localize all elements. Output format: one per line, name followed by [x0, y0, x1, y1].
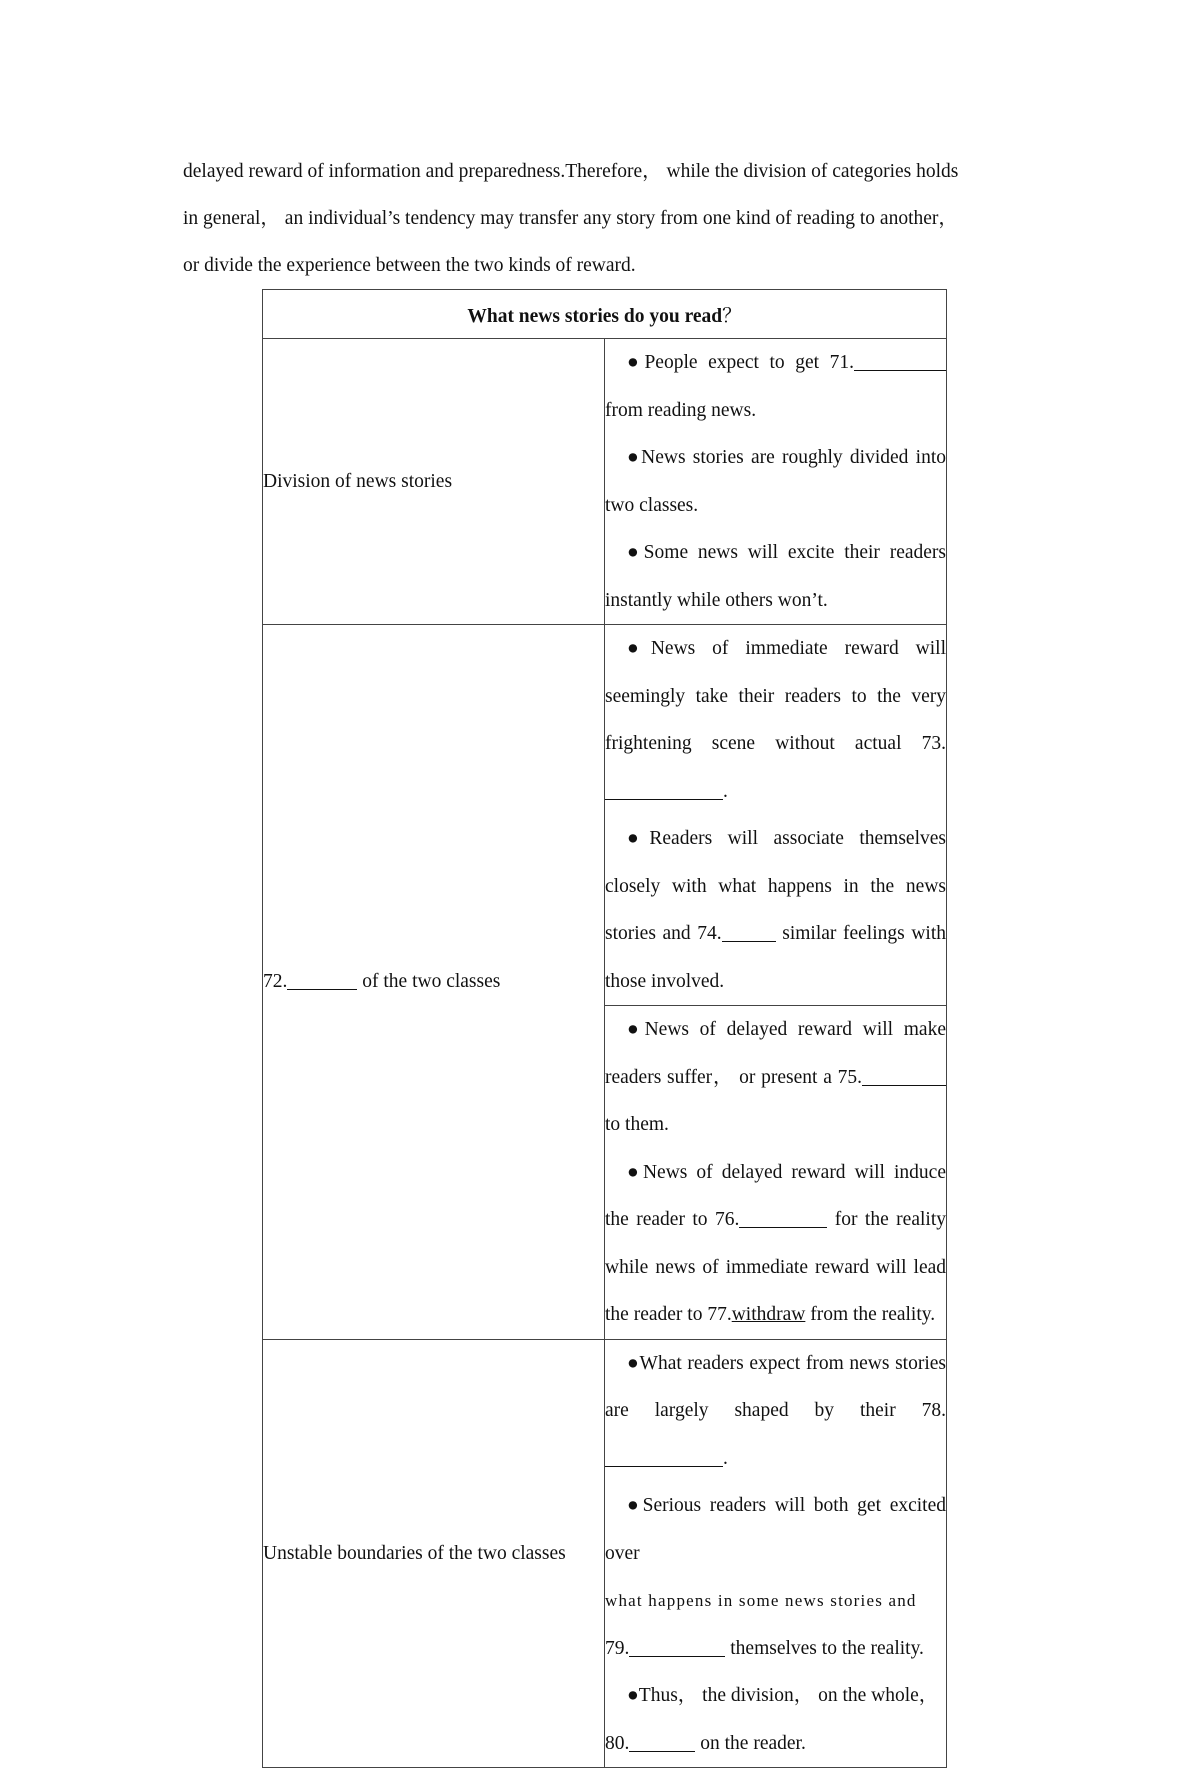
bullet-item: ●Readers will associate themselves closely with what happens in the news stories and 74. similar feelings with those involved.: [605, 828, 946, 992]
table-row: [263, 1339, 947, 1768]
summary-table: [262, 289, 947, 1768]
table-row: [263, 625, 947, 1006]
answer-blank-79[interactable]: [629, 1636, 725, 1657]
bullet-item: ●News of immediate reward will seemingly take their readers to the very frightening scene without actual 73..: [605, 638, 946, 802]
bullet-item: ●News stories are roughly divided into two classes.: [605, 447, 946, 516]
answer-blank-78[interactable]: [605, 1446, 723, 1467]
table-title: What news stories do you read？: [263, 290, 947, 339]
answer-blank-75[interactable]: [862, 1065, 946, 1086]
intro-line: delayed reward of information and preparedness.Therefore， while the division of categories holds: [183, 161, 959, 182]
answer-blank-71[interactable]: [854, 351, 946, 372]
answer-blank-72[interactable]: [287, 970, 357, 991]
bullet-item: ●People expect to get 71. from reading news.: [605, 339, 946, 434]
table-row: [263, 339, 947, 625]
bullet-item: ●News of delayed reward will induce the reader to 76. for the reality while news of immediate reward will lead the reader to 77.withdraw from the reality.: [605, 1161, 946, 1325]
row-content: [605, 1006, 947, 1340]
answer-blank-80[interactable]: [629, 1731, 695, 1752]
bullet-item: ●News of delayed reward will make readers suffer， or present a 75. to them.: [605, 1019, 946, 1135]
answer-blank-76[interactable]: [739, 1208, 827, 1229]
intro-line: in general， an individual’s tendency may transfer any story from one kind of reading to another，: [183, 208, 958, 229]
intro-line: or divide the experience between the two kinds of reward.: [183, 255, 636, 276]
row-content: [605, 1339, 947, 1768]
row-content: [605, 625, 947, 1006]
row-label: Division of news stories: [263, 339, 605, 625]
bullet-item: ●Thus， the division， on the whole， 80. on the reader.: [605, 1685, 939, 1754]
row-label: Unstable boundaries of the two classes: [263, 1339, 605, 1768]
row-content: [605, 339, 947, 625]
bullet-item: ●What readers expect from news stories are largely shaped by their 78..: [605, 1352, 946, 1469]
row-label: 72. of the two classes: [263, 625, 605, 1340]
bullet-item: ●Serious readers will both get excited over what happens in some news stories and 79. themselves to the reality.: [605, 1495, 946, 1659]
answer-77: withdraw: [731, 1304, 806, 1325]
answer-blank-74[interactable]: [722, 922, 776, 943]
intro-paragraph: [183, 148, 1033, 289]
answer-blank-73[interactable]: [605, 779, 723, 800]
bullet-item: ●Some news will excite their readers instantly while others won’t.: [605, 542, 946, 611]
